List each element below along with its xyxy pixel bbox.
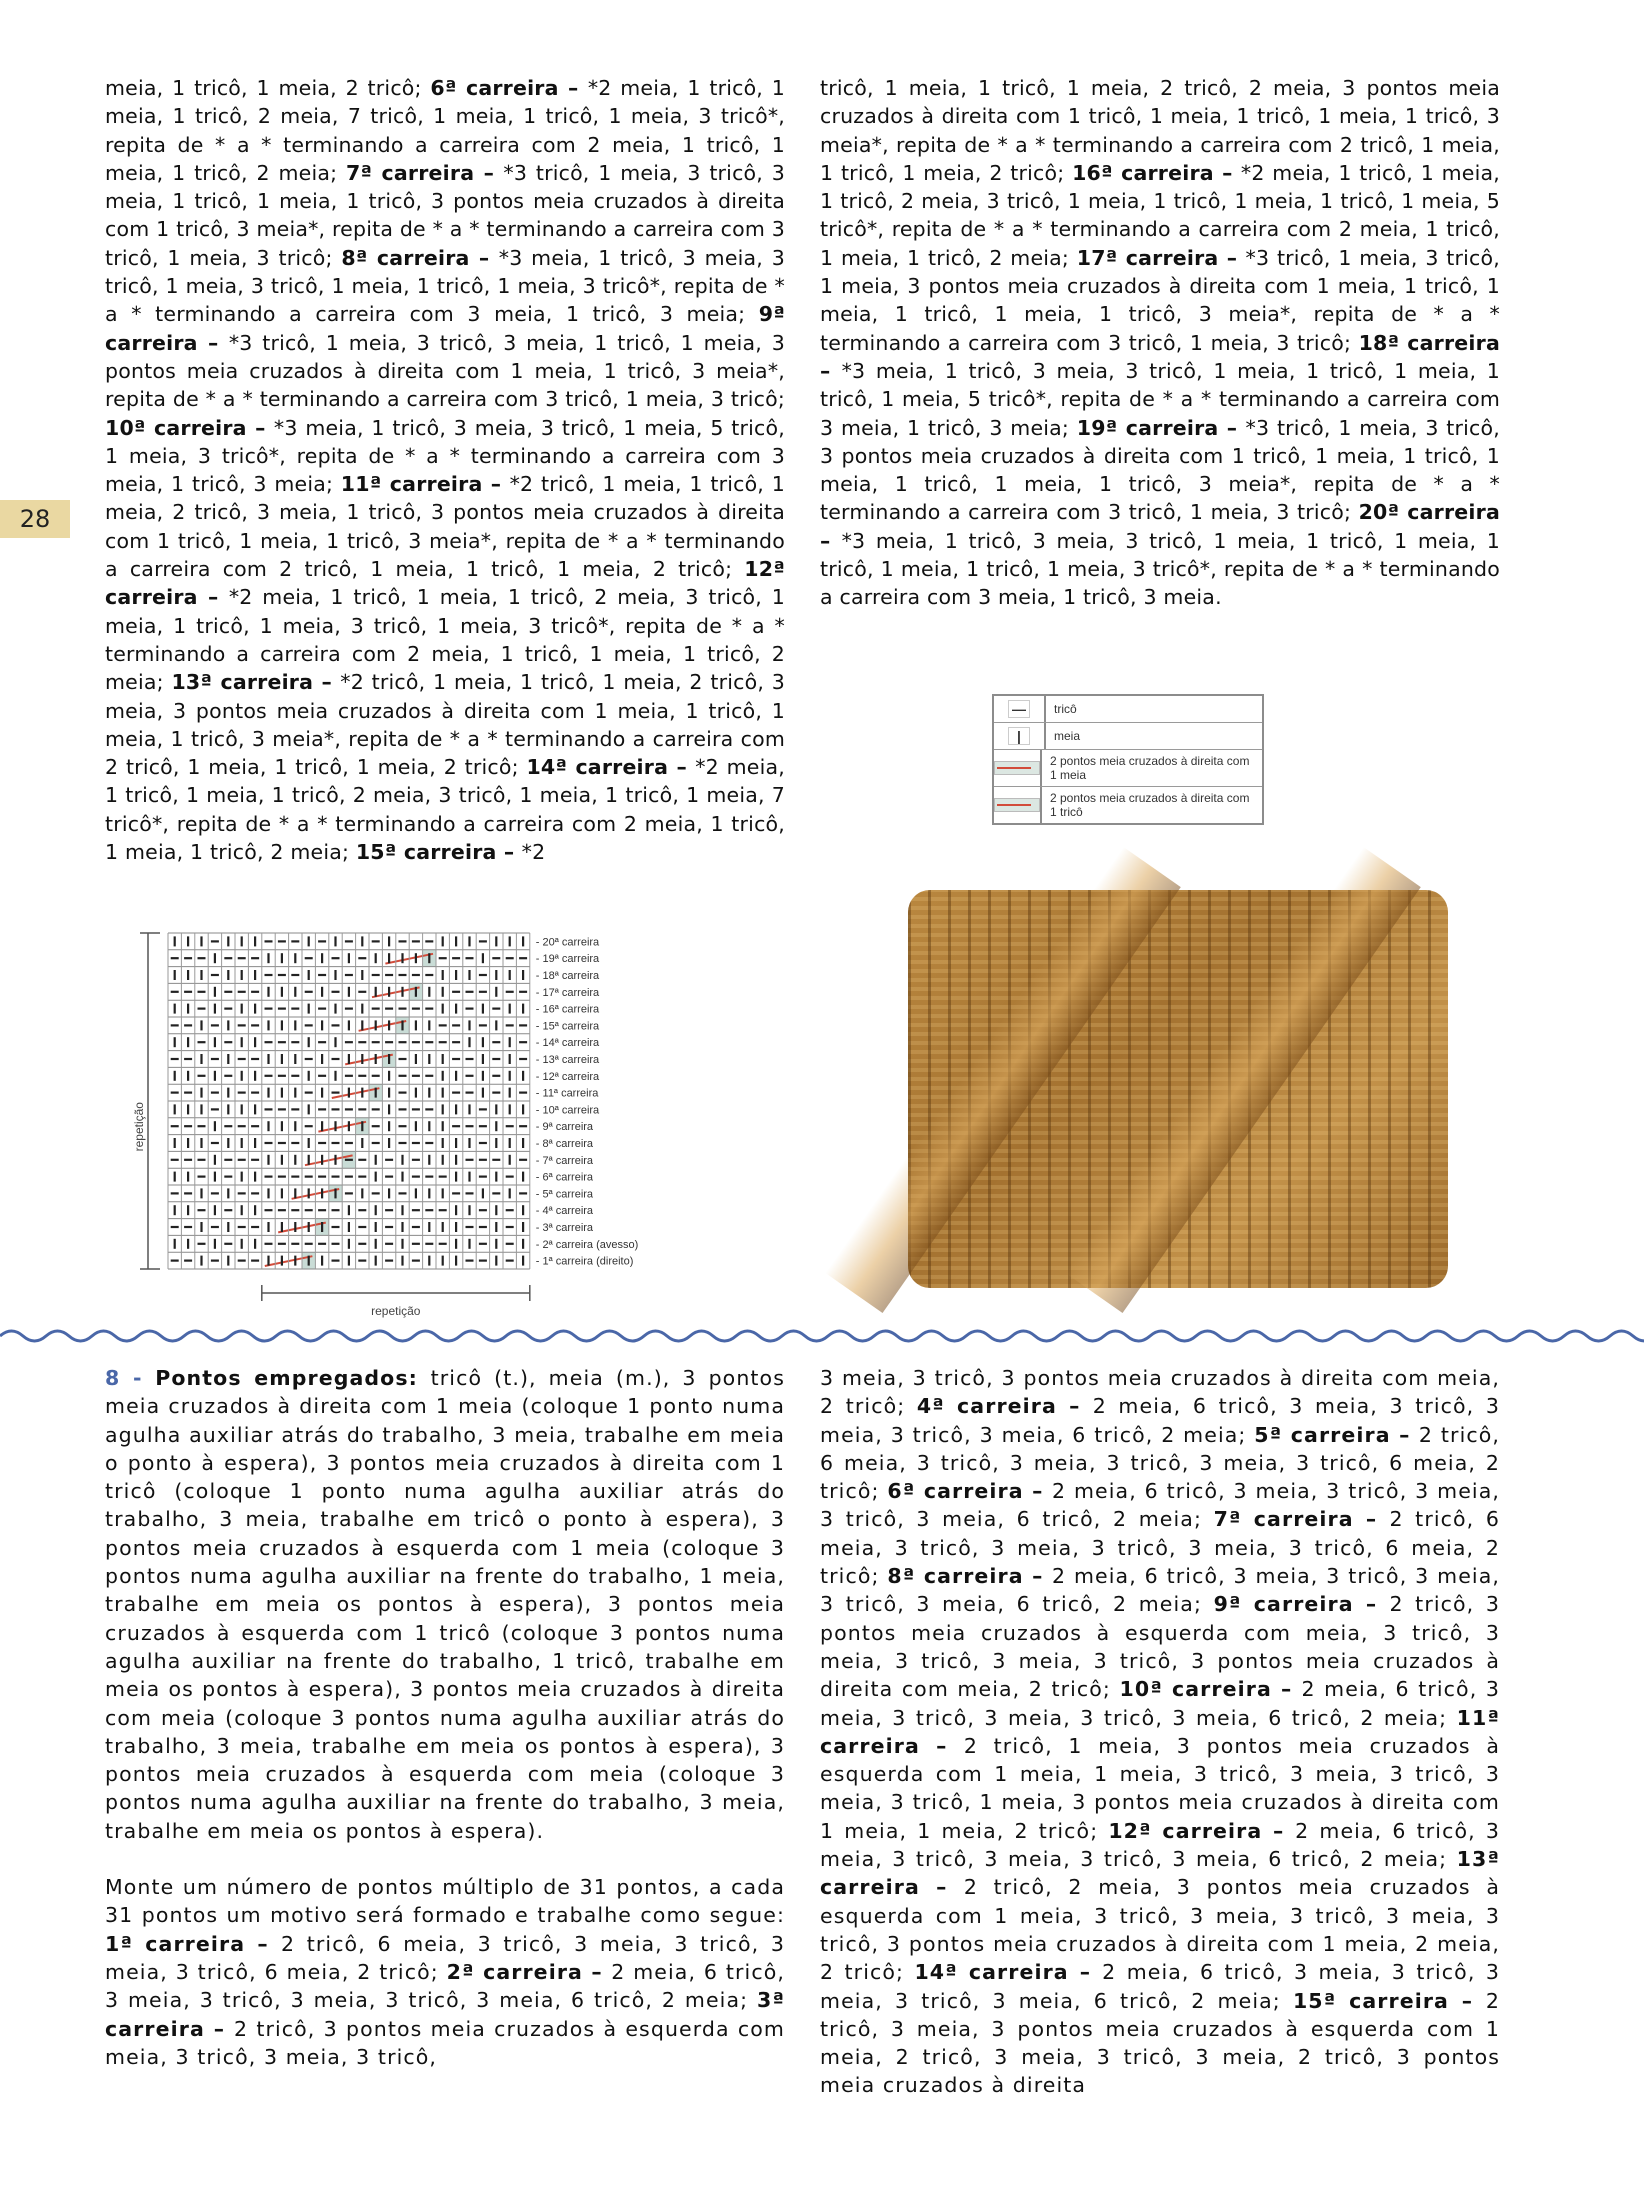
instruction-text: 2 meia, 6 tricô, 3 meia, 3 tricô, 3 meia, 3 tricô, 3 meia, 6 tricô, 2 meia; — [820, 1677, 1500, 1730]
instruction-text: 2 meia, 6 tricô, 3 meia, 3 tricô, 3 meia, 3 tricô, 3 meia, 6 tricô, 2 meia; — [105, 1959, 785, 2013]
paragraph-gap — [105, 1845, 785, 1873]
row-heading: 5ª carreira – — [1254, 1422, 1419, 1447]
row-heading: 9ª carreira – — [105, 302, 785, 355]
instruction-text: *3 tricô, 1 meia, 3 tricô, 3 meia, 1 tricô, 1 meia, 3 pontos meia cruzados à direita com 1 meia, 1 tricô, 3 meia*, repita de * a * terminando a carreira com 3 tricô, 1 meia, 3 tricô; — [105, 330, 786, 412]
row-label: - 12ª carreira — [535, 1070, 600, 1083]
instruction-text: *2 — [521, 840, 546, 865]
instruction-text: tricô (t.), meia (m.), 3 pontos meia cruzados à direita com 1 meia (coloque 1 ponto numa agulha auxiliar atrás do trabalho, 3 meia, trabalhe em meia o ponto à espera), 3 pontos meia cruzados à direita com 1 tricô (coloque 1 ponto numa agulha auxiliar atrás do trabalho, 3 meia, trabalhe em tricô o ponto à espera), 3 pontos meia cruzados à esquerda com 1 meia (coloque 3 pontos numa agulha auxiliar na frente do trabalho, 1 meia, trabalhe em meia os pontos à espera), 3 pontos meia cruzados à esquerda com 1 tricô (coloque 3 pontos numa agulha auxiliar na frente do trabalho, 1 tricô, trabalhe em meia os pontos à espera), 3 pontos meia cruzados à direita com meia (coloque 3 pontos numa agulha auxiliar atrás do trabalho, 3 meia, trabalhe em meia os pontos à espera), 3 pontos meia cruzados à esquerda com meia (coloque 3 pontos numa agulha auxiliar na frente do trabalho, 3 meia, trabalhe em meia os pontos à espera). — [105, 1366, 785, 1843]
row-heading: 6ª carreira – — [887, 1479, 1052, 1504]
row-label: - 11ª carreira — [535, 1087, 599, 1100]
row-heading: 2ª carreira – — [446, 1959, 612, 1984]
instruction-text: 3 meia, 3 tricô, 3 pontos meia cruzados à direita com meia, 2 tricô; — [820, 1366, 1500, 1419]
vertical-repeat-label: repetição — [132, 1102, 146, 1152]
instruction-text: *2 tricô, 1 meia, 1 tricô, 1 meia, 2 tricô, 3 meia, 1 tricô, 3 pontos meia cruzados à direita com 1 tricô, 1 meia, 1 tricô, 3 meia*, repita de * a * terminando a carreira com 2 tricô, 1 meia, 1 tricô, 1 meia, 2 tricô; — [105, 472, 785, 582]
instruction-text: *3 meia, 1 tricô, 3 meia, 3 tricô, 1 meia, 5 tricô, 1 meia, 3 tricô*, repita de * a * terminando a carreira com 3 meia, 1 tricô, 3 meia; — [105, 415, 785, 497]
instruction-text: *3 meia, 1 tricô, 3 meia, 3 tricô, 1 meia, 1 tricô, 1 meia, 1 tricô, 1 meia, 1 tricô, 1 meia, 3 tricô*, repita de * a * terminando a carreira com 3 meia, 1 tricô, 3 meia. — [820, 528, 1500, 610]
row-heading: 14ª carreira – — [914, 1960, 1103, 1985]
instruction-text: *2 tricô, 1 meia, 1 tricô, 1 meia, 2 tricô, 3 meia, 3 pontos meia cruzados à direita com 1 meia, 1 tricô, 1 meia, 1 tricô, 3 meia*, repita de * a * terminando a carreira com 2 tricô, 1 meia, 1 tricô, 1 meia, 2 tricô; — [105, 670, 785, 780]
row-label: - 8ª carreira — [535, 1138, 594, 1150]
row-heading: 14ª carreira – — [526, 755, 696, 780]
legend-label: tricô — [1054, 702, 1077, 716]
legend-label: meia — [1054, 729, 1081, 743]
row-heading: 7ª carreira – — [1213, 1507, 1390, 1532]
instruction-text: *3 meia, 1 tricô, 3 meia, 3 tricô, 1 meia, 3 tricô, 1 meia, 1 tricô, 1 meia, 3 tricô*, repita de * a * terminando a carreira com 3 meia, 1 tricô, 3 meia; — [105, 245, 785, 327]
row-heading: 9ª carreira – — [1213, 1592, 1390, 1617]
row-heading: 13ª carreira – — [820, 1847, 1500, 1900]
row-label: - 19ª carreira — [535, 953, 600, 966]
instruction-text: *3 tricô, 1 meia, 3 tricô, 3 pontos meia cruzados à direita com 1 tricô, 1 meia, 1 tricô, 1 meia, 1 tricô, 1 meia, 1 tricô, 3 meia*, repita de * a * terminando a carreira com 3 tricô, 1 meia, 3 tricô; — [820, 415, 1500, 525]
cable-knit-icon — [994, 750, 1042, 786]
row-heading: 19ª carreira – — [1076, 415, 1246, 440]
row-heading: 11ª carreira – — [820, 1705, 1500, 1758]
instruction-text: 2 tricô, 6 meia, 3 tricô, 3 meia, 3 tricô, 3 meia, 3 tricô, 6 meia, 2 tricô; — [820, 1507, 1501, 1589]
instruction-text: 2 meia, 6 tricô, 3 meia, 3 tricô, 3 meia, 3 tricô, 3 meia, 6 tricô, 2 meia; — [820, 1818, 1500, 1872]
row-heading: 12ª carreira – — [105, 557, 785, 610]
instructions-bottom-right — [820, 1364, 1500, 2100]
row-heading: 13ª carreira – — [171, 670, 341, 695]
instruction-text: *3 meia, 1 tricô, 3 meia, 3 tricô, 1 meia, 1 tricô, 1 meia, 1 tricô, 1 meia, 5 tricô*, repita de * a * terminando a carreira com 3 meia, 1 tricô, 3 meia; — [820, 358, 1500, 440]
row-heading: 1ª carreira – — [105, 1931, 281, 1956]
row-heading: 6ª carreira – — [430, 76, 588, 100]
row-label: - 2ª carreira (avesso) — [535, 1238, 639, 1251]
instruction-text: 2 meia, 6 tricô, 3 meia, 3 tricô, 3 meia, 3 tricô, 3 meia, 6 tricô, 2 meia; — [820, 1564, 1500, 1617]
row-heading: 10ª carreira – — [105, 415, 274, 440]
row-label: - 9ª carreira — [535, 1121, 594, 1134]
instruction-text: 2 tricô, 6 meia, 3 tricô, 3 meia, 3 tricô, 3 meia, 3 tricô, 6 meia, 2 tricô; — [105, 1931, 785, 1984]
instruction-text: meia, 1 tricô, 1 meia, 2 tricô; — [105, 76, 431, 100]
row-heading: 3ª carreira – — [105, 1988, 785, 2041]
row-label: - 3ª carreira — [535, 1222, 594, 1234]
row-label: - 18ª carreira — [535, 970, 600, 982]
row-heading: 15ª carreira – — [355, 840, 522, 865]
legend-label: 2 pontos meia cruzados à direita com 1 tricô — [1050, 791, 1250, 819]
row-label: - 17ª carreira — [535, 986, 600, 999]
row-label: - 4ª carreira — [535, 1205, 594, 1218]
instruction-text: 2 tricô, 6 meia, 3 tricô, 3 meia, 3 tricô, 3 meia, 3 tricô, 6 meia, 2 tricô; — [820, 1422, 1500, 1504]
paragraph — [105, 1873, 785, 2071]
page-number: 28 — [19, 505, 51, 533]
legend-row — [994, 750, 1262, 787]
wave-divider — [0, 1322, 1644, 1352]
instruction-text: 2 tricô, 1 meia, 3 pontos meia cruzados à esquerda com 1 meia, 1 meia, 3 tricô, 3 meia, 3 tricô, 3 meia, 3 tricô, 1 meia, 3 pontos meia cruzados à direita com 1 meia, 1 meia, 2 tricô; — [820, 1733, 1500, 1843]
instruction-text: 2 meia, 6 tricô, 3 meia, 3 tricô, 3 meia, 3 tricô, 3 meia, 6 tricô, 2 meia; — [820, 1960, 1500, 2013]
instruction-text: *2 meia, 1 tricô, 1 meia, 1 tricô, 2 meia, 7 tricô, 1 meia, 1 tricô, 1 meia, 3 tricô*, repita de * a * terminando a carreira com 2 meia, 1 tricô, 1 meia, 1 tricô, 2 meia; — [105, 76, 786, 185]
row-label: - 7ª carreira — [535, 1154, 594, 1167]
row-label: - 6ª carreira — [535, 1171, 594, 1184]
paragraph — [105, 1364, 785, 1845]
page-number-tab — [0, 500, 70, 538]
row-heading: 8ª carreira – — [341, 245, 499, 270]
row-heading: 18ª carreira – — [820, 330, 1500, 383]
row-heading: 8ª carreira – — [887, 1564, 1052, 1589]
section-number: 8 - — [105, 1366, 156, 1390]
row-heading: 17ª carreira – — [1076, 245, 1246, 270]
row-label: - 15ª carreira — [535, 1020, 600, 1033]
instructions-bottom-left — [105, 1364, 785, 2071]
row-heading: 10ª carreira – — [1119, 1677, 1302, 1702]
row-label: - 5ª carreira — [535, 1188, 594, 1201]
row-label: - 16ª carreira — [535, 1003, 600, 1016]
paragraph — [105, 74, 785, 866]
horizontal-repeat-label: repetição — [371, 1304, 421, 1318]
instruction-text: Monte um número de pontos múltiplo de 31 pontos, a cada 31 pontos um motivo será formado e trabalhe como segue: — [105, 1875, 785, 1928]
row-heading: 11ª carreira – — [340, 472, 510, 497]
instruction-text: 2 tricô, 2 meia, 3 pontos meia cruzados à esquerda com 1 meia, 3 tricô, 3 meia, 3 tricô, 3 meia, 3 tricô, 3 pontos meia cruzados à direita com 1 meia, 2 meia, 2 tricô; — [820, 1875, 1500, 1985]
row-label: - 10ª carreira — [535, 1104, 600, 1117]
instruction-text: *2 meia, 1 tricô, 1 meia, 1 tricô, 2 meia, 3 tricô, 1 meia, 1 tricô, 1 meia, 1 tricô, 1 meia, 5 tricô*, repita de * a * terminando a carreira com 2 meia, 1 tricô, 1 meia, 1 tricô, 2 meia; — [820, 160, 1500, 270]
row-heading: 4ª carreira – — [916, 1394, 1093, 1419]
row-label: - 20ª carreira — [535, 936, 600, 949]
row-heading: Pontos empregados: — [155, 1366, 431, 1390]
instruction-text: *3 tricô, 1 meia, 3 tricô, 3 meia, 1 tricô, 1 meia, 1 tricô, 3 pontos meia cruzados à direita com 1 tricô, 3 meia*, repita de * a * terminando a carreira com 3 tricô, 1 meia, 3 tricô; — [105, 160, 785, 270]
stitch-chart — [100, 928, 800, 1318]
purl-dash-icon: — — [994, 696, 1046, 722]
knit-sample-photo — [908, 890, 1448, 1288]
instruction-text: 2 meia, 6 tricô, 3 meia, 3 tricô, 3 meia, 3 tricô, 3 meia, 6 tricô, 2 meia; — [820, 1479, 1500, 1532]
instruction-text: 2 tricô, 3 pontos meia cruzados à esquerda com meia, 3 tricô, 3 meia, 3 tricô, 3 meia, 3 tricô, 3 pontos meia cruzados à direita com meia, 2 tricô; — [820, 1592, 1501, 1702]
instruction-text: 2 tricô, 3 pontos meia cruzados à esquerda com meia, 3 tricô, 3 meia, 3 tricô, — [105, 2016, 786, 2069]
paragraph — [820, 1364, 1500, 2100]
knit-bar-icon: | — [994, 723, 1046, 749]
row-label: - 14ª carreira — [535, 1037, 600, 1050]
row-heading: 12ª carreira – — [1108, 1818, 1296, 1843]
instruction-text: tricô, 1 meia, 1 tricô, 1 meia, 2 tricô, 2 meia, 3 pontos meia cruzados à direita com 1 tricô, 1 meia, 1 tricô, 1 meia, 1 tricô, 3 meia*, repita de * a * terminando a carreira com 2 tricô, 1 meia, 1 tricô, 1 meia, 2 tricô; — [820, 76, 1500, 185]
instruction-text: *2 meia, 1 tricô, 1 meia, 1 tricô, 2 meia, 3 tricô, 1 meia, 1 tricô, 1 meia, 7 tricô*, repita de * a * terminando a carreira com 2 meia, 1 tricô, 1 meia, 1 tricô, 2 meia; — [105, 755, 785, 865]
instruction-text: 2 tricô, 3 meia, 3 pontos meia cruzados à esquerda com 1 meia, 2 tricô, 3 meia, 3 tricô, 3 meia, 2 tricô, 3 pontos meia cruzados à direita — [820, 1988, 1500, 2098]
row-label: - 1ª carreira (direito) — [535, 1255, 634, 1268]
instruction-text: *3 tricô, 1 meia, 3 tricô, 1 meia, 3 pontos meia cruzados à direita com 1 meia, 1 tricô, 1 meia, 1 tricô, 1 meia, 1 tricô, 3 meia*, repita de * a * terminando a carreira com 3 tricô, 1 meia, 3 tricô; — [820, 245, 1500, 355]
instruction-text: 2 meia, 6 tricô, 3 meia, 3 tricô, 3 meia, 3 tricô, 3 meia, 6 tricô, 2 meia; — [820, 1394, 1501, 1447]
paragraph — [820, 74, 1500, 612]
legend-row — [994, 723, 1262, 750]
legend-label: 2 pontos meia cruzados à direita com 1 meia — [1050, 754, 1250, 782]
row-heading: 15ª carreira – — [1292, 1988, 1486, 2013]
instruction-text: *2 meia, 1 tricô, 1 meia, 1 tricô, 2 meia, 3 tricô, 1 meia, 1 tricô, 1 meia, 3 tricô, 1 meia, 3 tricô*, repita de * a * terminando a carreira com 2 meia, 1 tricô, 1 meia, 1 tricô, 2 meia; — [105, 585, 786, 695]
symbol-legend — [992, 694, 1264, 825]
instructions-top-right — [820, 74, 1500, 612]
legend-row — [994, 787, 1262, 823]
row-heading: 16ª carreira – — [1072, 160, 1241, 185]
instructions-top-left — [105, 74, 785, 866]
row-heading: 7ª carreira – — [345, 160, 504, 185]
legend-row — [994, 696, 1262, 723]
row-label: - 13ª carreira — [535, 1054, 600, 1066]
cable-purl-icon — [994, 787, 1042, 823]
row-heading: 20ª carreira – — [820, 500, 1500, 553]
